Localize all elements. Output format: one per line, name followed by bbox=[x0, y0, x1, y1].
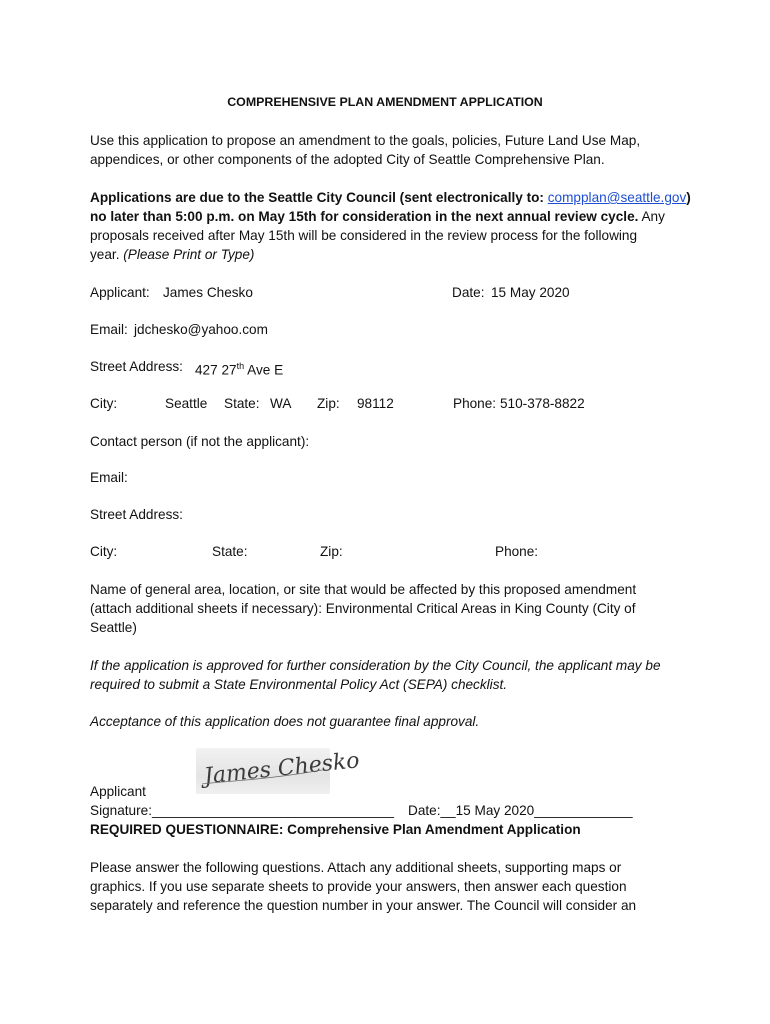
signature-date bbox=[408, 801, 633, 820]
intro-line-1: Use this application to propose an amendment to the goals, policies, Future Land Use Map, bbox=[90, 133, 641, 148]
questionnaire-line-2: graphics. If you use separate sheets to provide your answers, then answer each question bbox=[90, 879, 627, 894]
applicant-name: James Chesko bbox=[163, 285, 253, 300]
street-address-value bbox=[195, 357, 283, 380]
date-value: 15 May 2020 bbox=[491, 285, 570, 300]
signature-label-line-2 bbox=[90, 801, 394, 820]
due-line-2 bbox=[90, 207, 665, 226]
signature-date-value: 15 May 2020 bbox=[455, 803, 535, 818]
street-number: 427 27 bbox=[195, 362, 237, 378]
zip-label: Zip: bbox=[317, 396, 340, 411]
questionnaire-line-3: separately and reference the question number in your answer. The Council will consider an bbox=[90, 898, 637, 913]
sepa-note-line-1: If the application is approved for further consideration by the City Council, the applicant may be bbox=[90, 658, 661, 673]
contact-city-label: City: bbox=[90, 544, 118, 559]
applicant-label: Applicant: bbox=[90, 285, 150, 300]
sepa-note-line-2: required to submit a State Environmental Policy Act (SEPA) checklist. bbox=[90, 677, 508, 692]
state-value: WA bbox=[270, 396, 292, 411]
city-label: City: bbox=[90, 396, 118, 411]
street-address-label: Street Address: bbox=[90, 359, 183, 374]
contact-email-label: Email: bbox=[90, 470, 128, 485]
due-line-1 bbox=[90, 188, 691, 207]
document-title: COMPREHENSIVE PLAN AMENDMENT APPLICATION bbox=[227, 95, 543, 109]
street-name: Ave E bbox=[244, 362, 284, 378]
questionnaire-heading: REQUIRED QUESTIONNAIRE: Comprehensive Plan Amendment Application bbox=[90, 822, 581, 837]
signature-underline: ________________________________ bbox=[151, 803, 394, 818]
phone-value: 510-378-8822 bbox=[500, 396, 585, 411]
intro-line-2: appendices, or other components of the adopted City of Seattle Comprehensive Plan. bbox=[90, 152, 605, 167]
area-line-2: (attach additional sheets if necessary): Environmental Critical Areas in King County (City of bbox=[90, 601, 636, 616]
city-value: Seattle bbox=[165, 396, 208, 411]
signature-label-line-1: Applicant bbox=[90, 784, 146, 799]
due-deadline-text: no later than 5:00 p.m. on May 15th for consideration in the next annual review cycle. bbox=[90, 209, 639, 224]
due-line-4 bbox=[90, 245, 254, 264]
handwritten-signature-image bbox=[196, 748, 361, 794]
contact-heading: Contact person (if not the applicant): bbox=[90, 434, 310, 449]
questionnaire-line-1: Please answer the following questions. Attach any additional sheets, supporting maps or bbox=[90, 860, 622, 875]
due-year-text: year. bbox=[90, 247, 124, 262]
due-line-3: proposals received after May 15th will be considered in the review process for the following bbox=[90, 228, 638, 243]
due-close-paren: ) bbox=[686, 190, 691, 205]
signature-scribble-icon bbox=[196, 748, 361, 794]
area-line-1: Name of general area, location, or site that would be affected by this proposed amendment bbox=[90, 582, 637, 597]
acceptance-note: Acceptance of this application does not guarantee final approval. bbox=[90, 714, 480, 729]
phone-label: Phone: bbox=[453, 396, 497, 411]
email-link[interactable]: compplan@seattle.gov bbox=[547, 190, 687, 205]
state-label: State: bbox=[224, 396, 260, 411]
signature-date-pre: __ bbox=[440, 803, 456, 818]
svg-text:James Chesko: James Chesko bbox=[202, 748, 361, 790]
due-bold-text: Applications are due to the Seattle City Council (sent electronically to: bbox=[90, 190, 548, 205]
zip-value: 98112 bbox=[357, 396, 394, 411]
signature-label: Signature: bbox=[90, 803, 152, 818]
email-label: Email: bbox=[90, 322, 128, 337]
due-tail-text: Any bbox=[638, 209, 665, 224]
email-value: jdchesko@yahoo.com bbox=[134, 322, 268, 337]
print-or-type-note: (Please Print or Type) bbox=[123, 247, 255, 262]
area-line-3: Seattle) bbox=[90, 620, 137, 635]
signature-date-post: _____________ bbox=[534, 803, 633, 818]
contact-state-label: State: bbox=[212, 544, 248, 559]
signature-date-label: Date: bbox=[408, 803, 441, 818]
contact-phone-label: Phone: bbox=[495, 544, 539, 559]
contact-zip-label: Zip: bbox=[320, 544, 343, 559]
contact-street-label: Street Address: bbox=[90, 507, 183, 522]
street-suffix: th bbox=[236, 361, 245, 371]
date-label: Date: bbox=[452, 285, 485, 300]
